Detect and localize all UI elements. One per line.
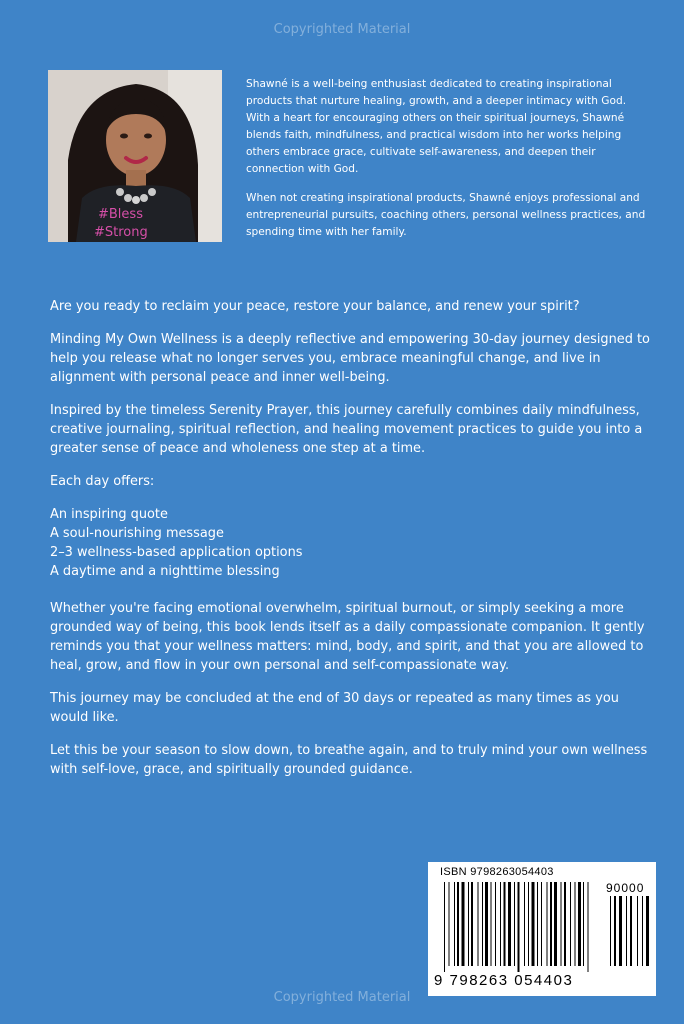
- bio-paragraph-1: Shawné is a well-being enthusiast dedicated to creating inspirational products that nurture healing, growth, and a deeper intimacy with God. With a heart for encouraging others on their spiritual journeys, Shawné blends faith, mindfulness, and practical wisdom into her works helping others embrace grace, cultivate self-awareness, and deepen their connection with God.: [246, 78, 627, 175]
- description-intro: Are you ready to reclaim your peace, restore your balance, and renew your spirit?: [50, 299, 580, 314]
- price-code: 90000: [606, 881, 645, 895]
- watermark-bottom: Copyrighted Material: [273, 990, 411, 1005]
- list-item: An inspiring quote: [50, 507, 168, 522]
- description-paragraph-2: Inspired by the timeless Serenity Prayer, this journey carefully combines daily mindfulness, creative journaling, spiritual reflection, and healing movement practices to guide you into a greater sense of peace and wholeness one step at a time.: [50, 403, 643, 456]
- daily-offerings-list: [50, 505, 650, 581]
- description-paragraph-5: Let this be your season to slow down, to breathe again, and to truly mind your own wellness with self-love, grace, and spiritually grounded guidance.: [50, 743, 648, 777]
- author-portrait-illustration: [48, 70, 222, 242]
- author-photo: [48, 70, 222, 242]
- list-heading: Each day offers:: [50, 474, 155, 489]
- list-item: A soul-nourishing message: [50, 526, 224, 541]
- shirt-text-1: #Bless: [98, 207, 143, 222]
- isbn-barcode-box: [428, 862, 656, 996]
- book-description: [50, 297, 650, 793]
- description-paragraph-4: This journey may be concluded at the end of 30 days or repeated as many times as you would like.: [50, 691, 619, 725]
- author-bio: [246, 76, 646, 253]
- description-paragraph-3: Whether you're facing emotional overwhelm, spiritual burnout, or simply seeking a more grounded way of being, this book lends itself as a daily compassionate companion. It gently reminds you that your wellness matters: mind, body, and spirit, and that you are allowed to heal, grow, and flow in your own personal and self-compassionate way.: [50, 601, 645, 673]
- barcode-bars: [440, 882, 650, 974]
- bio-paragraph-2: When not creating inspirational products, Shawné enjoys professional and entrepreneurial pursuits, coaching others, personal wellness practices, and spending time with her family.: [246, 192, 646, 238]
- list-item: 2–3 wellness-based application options: [50, 545, 303, 560]
- shirt-text-2: #Strong: [94, 225, 148, 240]
- isbn-label: ISBN 9798263054403: [440, 866, 554, 878]
- list-item: A daytime and a nighttime blessing: [50, 564, 280, 579]
- description-paragraph-1: Minding My Own Wellness is a deeply reflective and empowering 30-day journey designed to help you release what no longer serves you, embrace meaningful change, and live in alignment with personal peace and inner well-being.: [50, 332, 650, 385]
- barcode-number: 9 798263 054403: [434, 972, 574, 989]
- watermark-top: Copyrighted Material: [273, 22, 411, 37]
